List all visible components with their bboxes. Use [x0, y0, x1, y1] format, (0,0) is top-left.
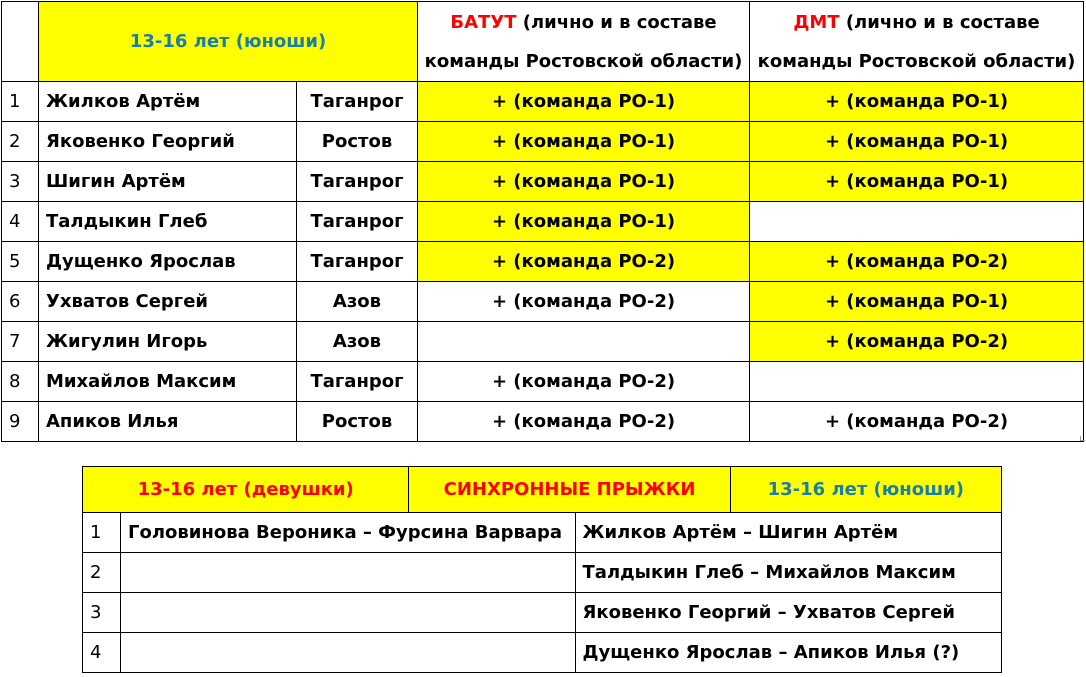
table-row: [2, 282, 1084, 322]
row-number: 2: [83, 553, 121, 593]
athlete-name: Жилков Артём: [39, 82, 297, 122]
table-row: [2, 202, 1084, 242]
row-number: 4: [83, 633, 121, 673]
row-number: 3: [83, 593, 121, 633]
boys-age-header: 13-16 лет (юноши): [730, 467, 1001, 513]
synchro-jumps-table: [82, 466, 1002, 673]
dmt-entry: + (команда РО-2): [750, 322, 1084, 362]
boys-pair: Яковенко Георгий – Ухватов Сергей: [575, 593, 1001, 633]
batut-entry: + (команда РО-1): [418, 202, 750, 242]
batut-entry: + (команда РО-1): [418, 162, 750, 202]
row-number: 6: [2, 282, 39, 322]
batut-entry: + (команда РО-2): [418, 362, 750, 402]
girls-pair: Головинова Вероника – Фурсина Варвара: [121, 513, 575, 553]
athlete-name: Талдыкин Глеб: [39, 202, 297, 242]
table-row: [2, 402, 1084, 442]
athlete-city: Азов: [297, 322, 418, 362]
girls-pair: [121, 593, 575, 633]
dmt-entry: [750, 202, 1084, 242]
table-header-row: [2, 2, 1084, 82]
batut-entry: + (команда РО-2): [418, 282, 750, 322]
athlete-city: Таганрог: [297, 82, 418, 122]
athlete-name: Ухватов Сергей: [39, 282, 297, 322]
table-row: [2, 122, 1084, 162]
batut-header-note: (лично и в составе команды Ростовской области): [424, 11, 743, 72]
table-row: [83, 553, 1002, 593]
dmt-entry: [750, 362, 1084, 402]
row-number: 2: [2, 122, 39, 162]
row-number: 3: [2, 162, 39, 202]
athlete-name: Дущенко Ярослав: [39, 242, 297, 282]
girls-age-header: 13-16 лет (девушки): [83, 467, 409, 513]
athlete-city: Таганрог: [297, 242, 418, 282]
row-number: 5: [2, 242, 39, 282]
athlete-name: Шигин Артём: [39, 162, 297, 202]
age-group-header: 13-16 лет (юноши): [39, 2, 418, 82]
batut-header: [418, 2, 750, 82]
table-row: [83, 633, 1002, 673]
synchro-header-row: [83, 467, 1002, 513]
athlete-city: Азов: [297, 282, 418, 322]
boys-pair: Дущенко Ярослав – Апиков Илья (?): [575, 633, 1001, 673]
row-number: 1: [2, 82, 39, 122]
dmt-entry: + (команда РО-1): [750, 122, 1084, 162]
row-number: 8: [2, 362, 39, 402]
table-row: [83, 593, 1002, 633]
batut-title: БАТУТ: [450, 11, 517, 33]
athlete-city: Таганрог: [297, 162, 418, 202]
athlete-city: Ростов: [297, 122, 418, 162]
row-number: 9: [2, 402, 39, 442]
boys-pair: Жилков Артём – Шигин Артём: [575, 513, 1001, 553]
dmt-header: [750, 2, 1084, 82]
batut-entry: + (команда РО-2): [418, 242, 750, 282]
table-corner-marker: [1080, 436, 1085, 441]
dmt-entry: + (команда РО-2): [750, 402, 1084, 442]
batut-entry: + (команда РО-1): [418, 122, 750, 162]
athlete-city: Таганрог: [297, 362, 418, 402]
athlete-city: Таганрог: [297, 202, 418, 242]
athlete-name: Яковенко Георгий: [39, 122, 297, 162]
individual-entries-table: [1, 1, 1084, 442]
batut-entry: [418, 322, 750, 362]
athlete-name: Апиков Илья: [39, 402, 297, 442]
row-number: 7: [2, 322, 39, 362]
dmt-entry: + (команда РО-2): [750, 242, 1084, 282]
row-number: 1: [83, 513, 121, 553]
girls-pair: [121, 553, 575, 593]
dmt-entry: + (команда РО-1): [750, 282, 1084, 322]
athlete-name: Жигулин Игорь: [39, 322, 297, 362]
table-row: [2, 322, 1084, 362]
corner-cell: [2, 2, 39, 82]
boys-pair: Талдыкин Глеб – Михайлов Максим: [575, 553, 1001, 593]
table-row: [2, 242, 1084, 282]
athlete-city: Ростов: [297, 402, 418, 442]
dmt-title: ДМТ: [793, 11, 840, 33]
table-row: [2, 82, 1084, 122]
row-number: 4: [2, 202, 39, 242]
synchro-title: СИНХРОННЫЕ ПРЫЖКИ: [409, 467, 730, 513]
girls-pair: [121, 633, 575, 673]
athlete-name: Михайлов Максим: [39, 362, 297, 402]
table-row: [83, 513, 1002, 553]
batut-entry: + (команда РО-1): [418, 82, 750, 122]
table-row: [2, 362, 1084, 402]
dmt-entry: + (команда РО-1): [750, 82, 1084, 122]
dmt-entry: + (команда РО-1): [750, 162, 1084, 202]
batut-entry: + (команда РО-2): [418, 402, 750, 442]
dmt-header-note: (лично и в составе команды Ростовской области): [757, 11, 1076, 72]
table-row: [2, 162, 1084, 202]
